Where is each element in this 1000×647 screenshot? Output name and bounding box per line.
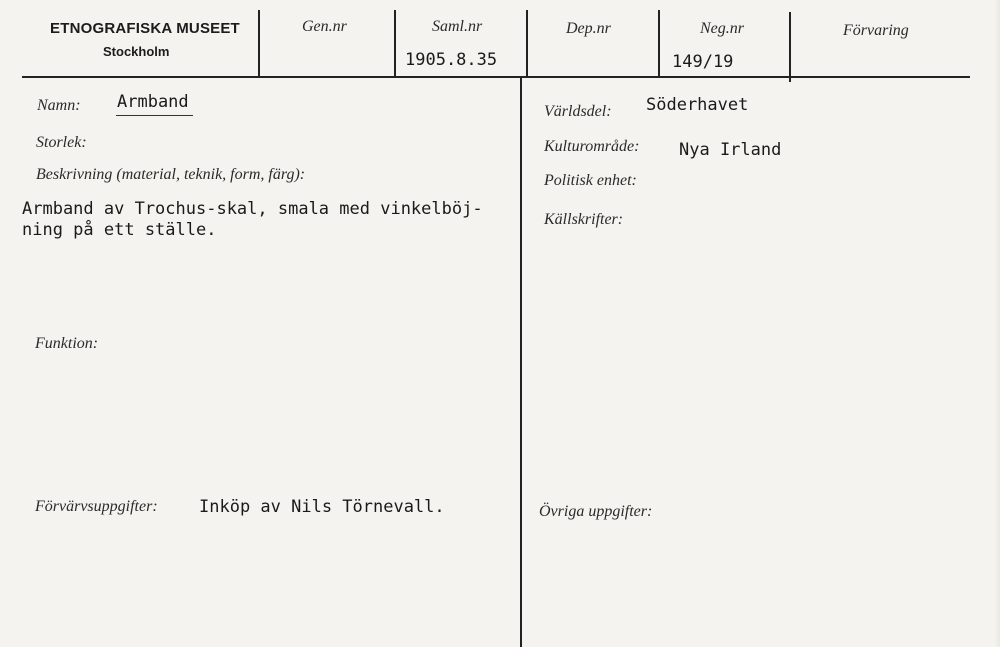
header-divider bbox=[394, 10, 396, 76]
card-edge bbox=[994, 0, 1000, 647]
header-divider bbox=[258, 10, 260, 76]
varldsdel-value: Söderhavet bbox=[646, 95, 749, 115]
namn-label: Namn: bbox=[37, 97, 81, 114]
gen-nr-label: Gen.nr bbox=[302, 18, 347, 35]
header-rule bbox=[22, 76, 970, 78]
beskrivning-label: Beskrivning (material, teknik, form, färg): bbox=[36, 166, 306, 183]
beskrivning-text bbox=[22, 199, 483, 241]
politisk-enhet-label: Politisk enhet: bbox=[544, 172, 637, 189]
kallskrifter-label: Källskrifter: bbox=[544, 211, 624, 228]
museum-name: ETNOGRAFISKA MUSEET bbox=[50, 20, 240, 37]
funktion-label: Funktion: bbox=[35, 335, 99, 352]
varldsdel-label: Världsdel: bbox=[544, 103, 612, 120]
namn-value: Armband bbox=[117, 92, 189, 112]
ovriga-uppgifter-label: Övriga uppgifter: bbox=[539, 503, 653, 520]
dep-nr-label: Dep.nr bbox=[566, 20, 611, 37]
forvarv-label: Förvärvsuppgifter: bbox=[35, 498, 158, 515]
forvaring-label: Förvaring bbox=[843, 22, 909, 39]
kulturomrade-label: Kulturområde: bbox=[544, 138, 640, 155]
beskrivning-line: ning på ett ställe. bbox=[22, 220, 217, 240]
storlek-label: Storlek: bbox=[36, 134, 87, 151]
forvarv-value: Inköp av Nils Törnevall. bbox=[199, 497, 445, 517]
header-divider bbox=[658, 10, 660, 76]
header-divider bbox=[526, 10, 528, 76]
saml-nr-value: 1905.8.35 bbox=[405, 50, 498, 70]
saml-nr-label: Saml.nr bbox=[432, 18, 483, 35]
namn-underline bbox=[116, 115, 193, 116]
neg-nr-value: 149/19 bbox=[672, 52, 734, 72]
header-divider bbox=[789, 12, 791, 82]
neg-nr-label: Neg.nr bbox=[700, 20, 744, 37]
kulturomrade-value: Nya Irland bbox=[679, 140, 782, 160]
beskrivning-line: Armband av Trochus-skal, smala med vinkelböj- bbox=[22, 199, 483, 219]
center-divider bbox=[520, 78, 522, 647]
museum-city: Stockholm bbox=[103, 44, 170, 59]
